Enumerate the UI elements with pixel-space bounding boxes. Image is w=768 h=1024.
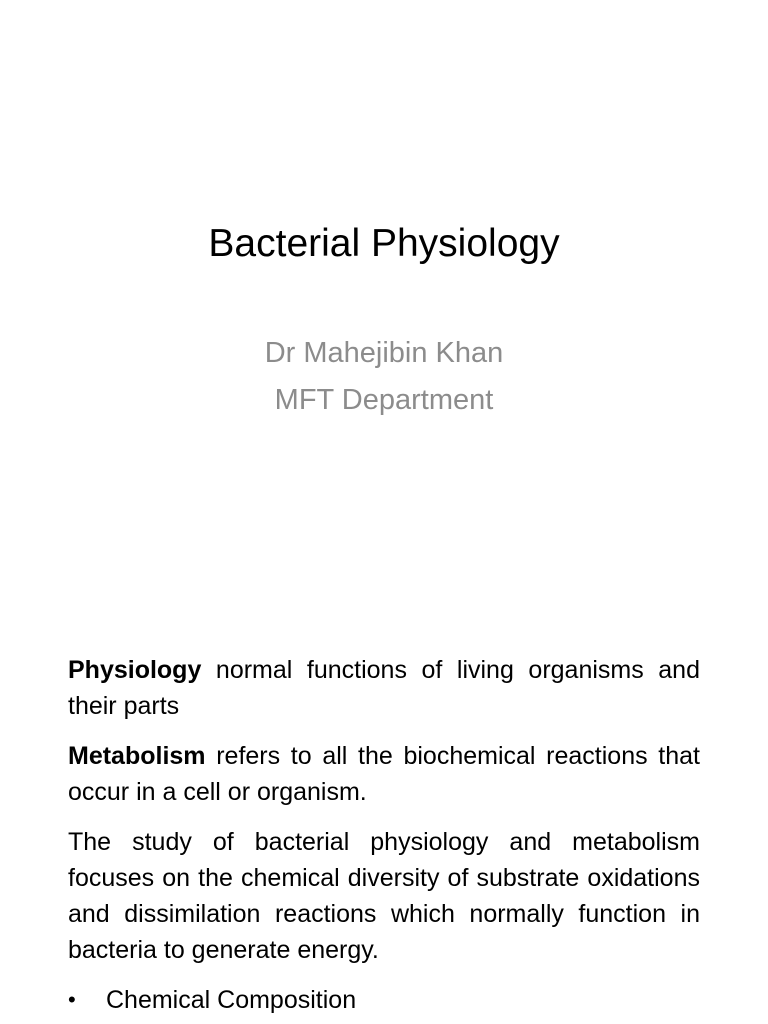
bullet-text: Chemical Composition [106, 986, 357, 1014]
study-paragraph [68, 824, 700, 968]
slide-title: Bacterial Physiology [208, 222, 560, 265]
definition-metabolism [68, 738, 700, 810]
definition-physiology-text: normal functions of living organisms and their parts [68, 656, 700, 720]
definition-metabolism-text: refers to all the biochemical reactions that occur in a cell or organism. [68, 742, 700, 806]
definition-physiology [68, 652, 700, 724]
bullet-item [68, 982, 700, 1018]
content-slide [0, 640, 768, 1024]
term-metabolism: Metabolism [68, 742, 206, 770]
study-paragraph-text: The study of bacterial physiology and metabolism focuses on the chemical diversity of substrate oxidations and dissimilation reactions which normally function in bacteria to generate energy. [68, 828, 700, 964]
department-name: MFT Department [274, 384, 494, 416]
bullet-list [68, 982, 700, 1018]
slide-subtitle [0, 334, 768, 428]
author-name: Dr Mahejibin Khan [264, 337, 504, 369]
slide-body [68, 652, 700, 1018]
term-physiology: Physiology [68, 656, 202, 684]
bullet-icon: • [68, 987, 76, 1012]
